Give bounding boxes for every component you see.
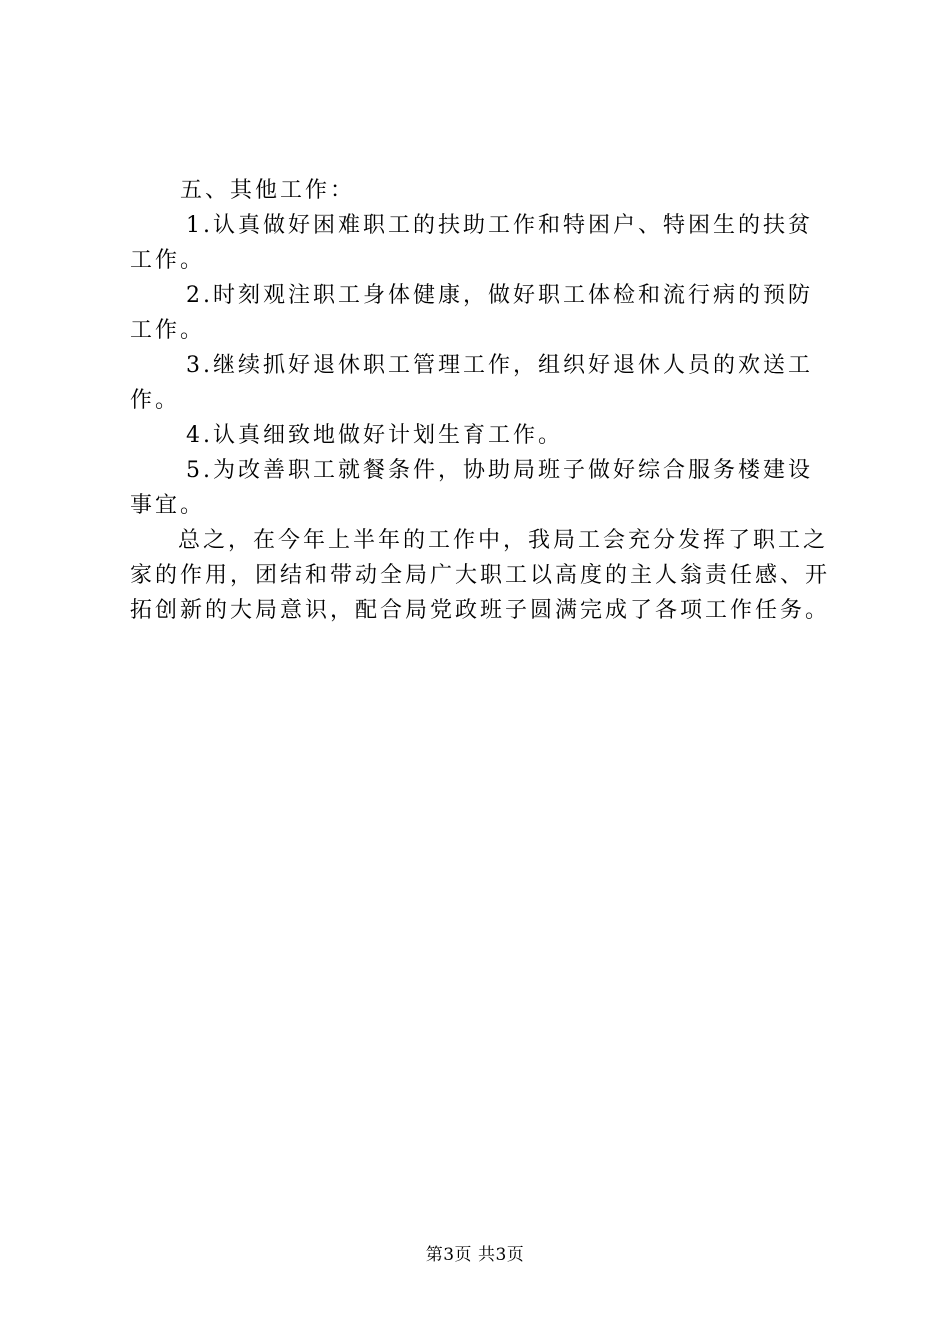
list-item: 4.认真细致地做好计划生育工作。 — [186, 423, 563, 448]
list-item: 2.时刻观注职工身体健康，做好职工体检和流行病的预防工作。 — [130, 283, 813, 343]
list-item: 1.认真做好困难职工的扶助工作和特困户、特困生的扶贫工作。 — [130, 213, 813, 273]
page-footer: 第3页 共3页 — [425, 1245, 525, 1265]
list-item: 3.继续抓好退休职工管理工作，组织好退休人员的欢送工作。 — [130, 353, 813, 413]
section-heading: 五、其他工作： — [180, 178, 356, 203]
document-body — [130, 173, 830, 628]
summary-paragraph: 总之，在今年上半年的工作中，我局工会充分发挥了职工之家的作用，团结和带动全局广大职工以高度的主人翁责任感、开拓创新的大局意识，配合局党政班子圆满完成了各项工作任务。 — [130, 528, 831, 623]
list-item: 5.为改善职工就餐条件，协助局班子做好综合服务楼建设事宜。 — [130, 458, 813, 518]
